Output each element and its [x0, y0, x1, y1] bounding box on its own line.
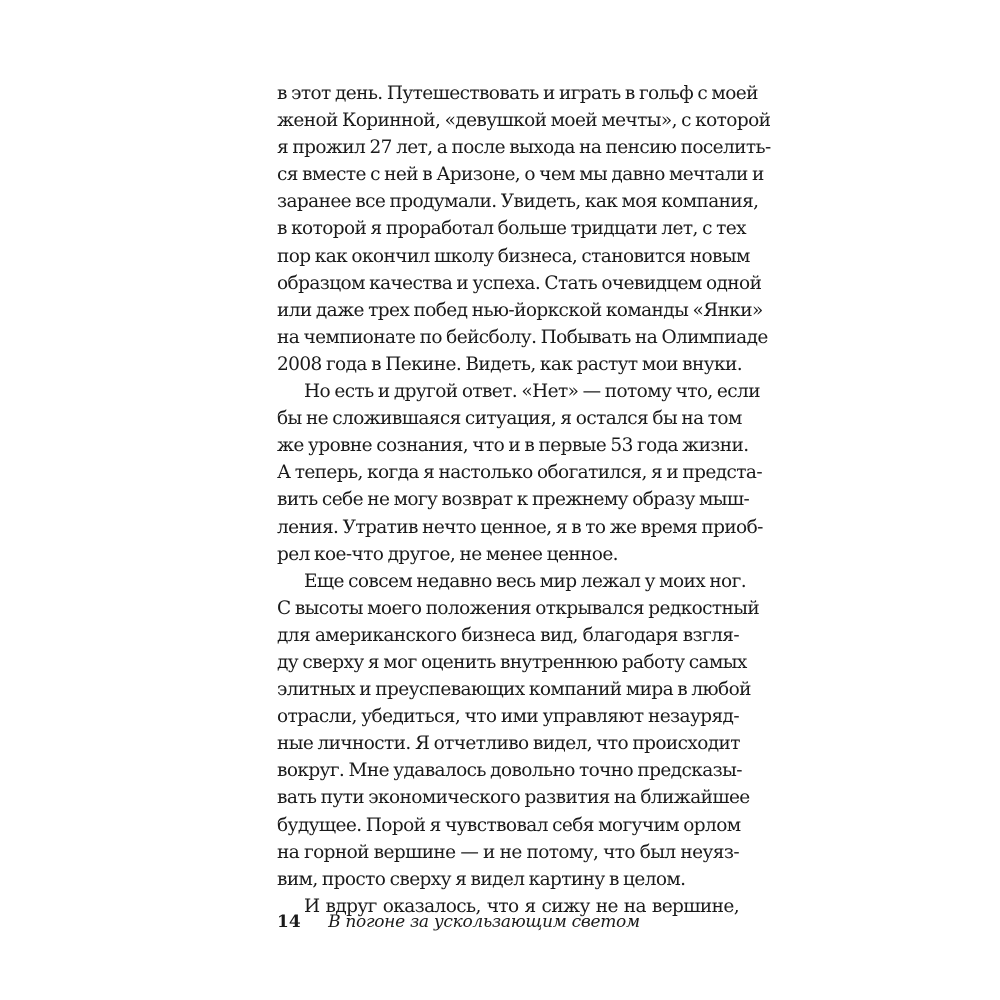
text-line: на чемпионате по бейсболу. Побывать на Олимпиаде [277, 326, 768, 348]
text-line: образцом качества и успеха. Стать очевидцем одной [277, 272, 762, 294]
text-line: вить себе не могу возврат к прежнему образу мыш- [277, 489, 750, 511]
text-line: же уровне сознания, что и в первые 53 года жизни. [277, 435, 749, 457]
book-page [277, 80, 771, 920]
text-line: 2008 года в Пекине. Видеть, как растут мои внуки. [277, 353, 742, 375]
text-line: ные личности. Я отчетливо видел, что происходит [277, 733, 740, 755]
page-footer [277, 912, 640, 932]
text-line: вим, просто сверху я видел картину в целом. [277, 868, 686, 890]
text-line: вать пути экономического развития на ближайшее [277, 787, 750, 809]
text-line: в этот день. Путешествовать и играть в гольф с моей [277, 83, 758, 104]
text-line: элитных и преуспевающих компаний мира в любой [277, 679, 751, 701]
text-line: вокруг. Мне удавалось довольно точно предсказы- [277, 760, 742, 782]
text-line: в которой я проработал больше тридцати лет, с тех [277, 218, 746, 240]
text-line: на горной вершине — и не потому, что был неуяз- [277, 841, 739, 863]
text-line: С высоты моего положения открывался редкостный [277, 597, 760, 619]
text-line: ду сверху я мог оценить внутреннюю работу самых [277, 651, 747, 673]
text-line: А теперь, когда я настолько обогатился, я и предста- [277, 462, 762, 484]
text-line: Еще совсем недавно весь мир лежал у моих ног. [304, 570, 746, 592]
text-line: заранее все продумали. Увидеть, как моя компания, [277, 191, 759, 213]
text-line: будущее. Порой я чувствовал себя могучим орлом [277, 814, 741, 836]
text-line: ления. Утратив нечто ценное, я в то же время приоб- [277, 516, 763, 538]
text-line: отрасли, убедиться, что ими управляют незауряд- [277, 706, 739, 728]
text-line: или даже трех побед нью-йоркской команды «Янки» [277, 299, 763, 321]
text-line: для американского бизнеса вид, благодаря взгля- [277, 624, 739, 646]
text-line: Но есть и другой ответ. «Нет» — потому что, если [304, 381, 760, 403]
text-line: И вдруг оказалось, что я сижу не на вершине, [304, 895, 739, 917]
running-title: В погоне за ускользающим светом [328, 912, 640, 932]
text-line: женой Коринной, «девушкой моей мечты», с которой [277, 110, 771, 132]
text-line: пор как окончил школу бизнеса, становится новым [277, 245, 750, 267]
text-line: я прожил 27 лет, а после выхода на пенсию поселить- [277, 137, 771, 159]
text-line: бы не сложившаяся ситуация, я остался бы на том [277, 408, 742, 430]
text-line: рел кое-что другое, не менее ценное. [277, 543, 618, 565]
text-line: ся вместе с ней в Аризоне, о чем мы давно мечтали и [277, 164, 764, 186]
page-number: 14 [277, 912, 301, 932]
body-text [277, 80, 771, 920]
